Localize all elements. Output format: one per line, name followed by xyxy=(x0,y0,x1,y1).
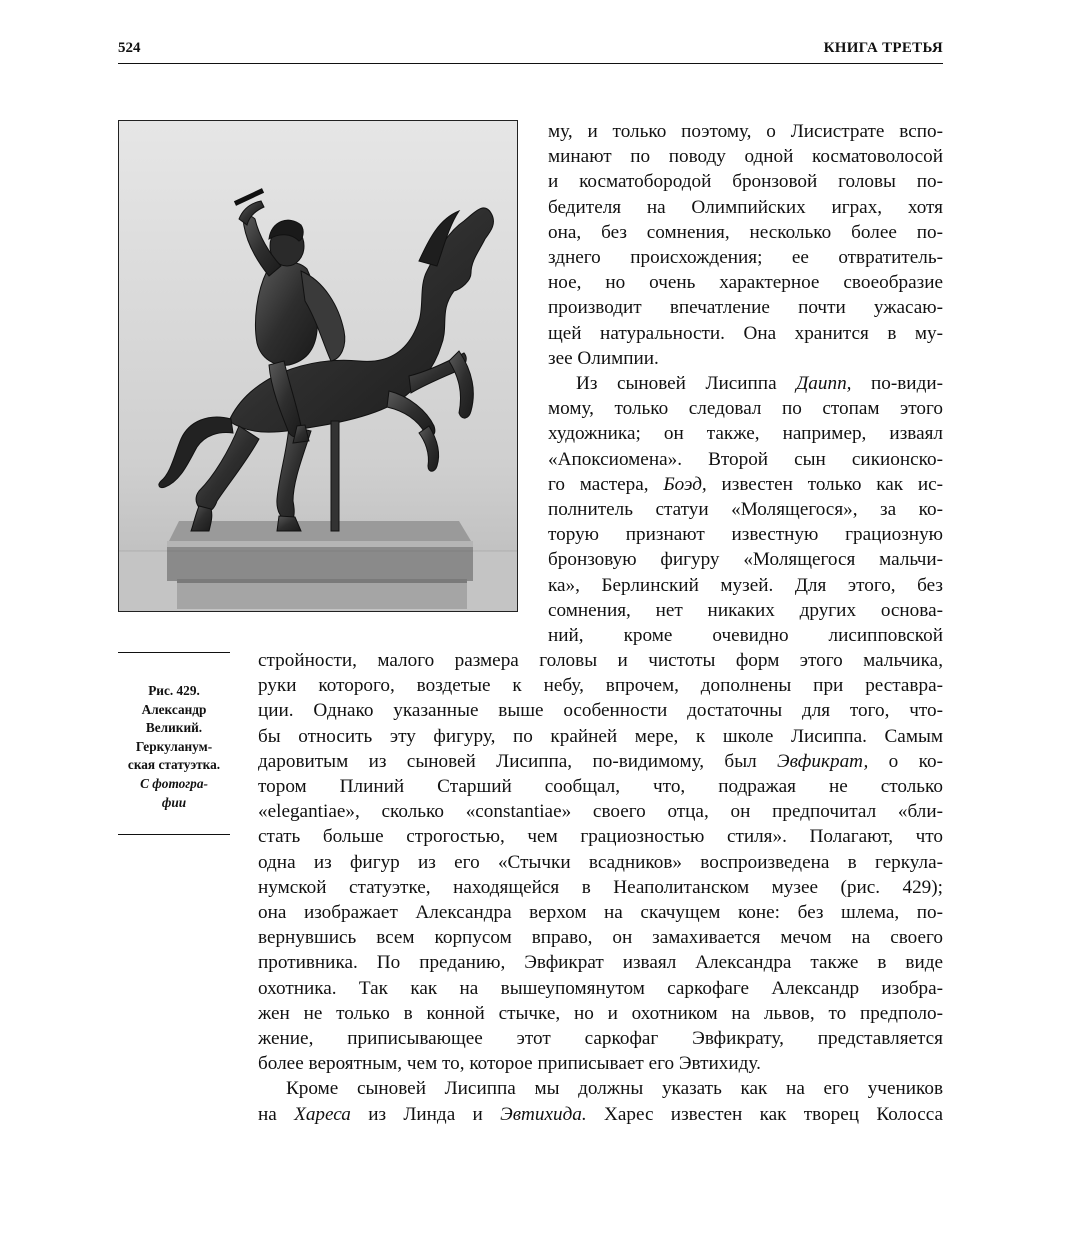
text-line: тором Плиний Старший сообщал, что, подражая не столько xyxy=(258,776,943,798)
name-evtihid: Эвтихида. xyxy=(500,1103,587,1125)
page-header xyxy=(118,36,943,66)
text-line: бы относить эту фигуру, по крайней мере, к школе Лисиппа. Самым xyxy=(258,725,943,747)
caption-line: Геркуланум- xyxy=(135,738,213,754)
text-line: «Апоксиомена». Второй сын сикионско- xyxy=(548,448,943,470)
text-line: производит впечатление почти ужасаю- xyxy=(548,297,943,319)
text-line: мому, только следовал по стопам этого xyxy=(548,398,943,420)
name-evfikrat: Эвфикрат, xyxy=(777,750,869,772)
text-line: Кроме сыновей Лисиппа мы должны указать как на его учеников xyxy=(286,1078,943,1100)
text-line: Из сыновей Лисиппа Даипп, по-види- xyxy=(576,373,943,395)
text-line: «elegantiae», сколько «constantiae» своего отца, он предпочитал «бли- xyxy=(258,801,943,823)
text-column-right xyxy=(548,119,943,648)
text-line: го мастера, Боэд, известен только как ис- xyxy=(548,473,943,495)
text-line: торую признают известную грациозную xyxy=(548,524,943,546)
name-boed: Боэд, xyxy=(663,473,707,495)
figure-caption xyxy=(118,682,230,812)
caption-source: С фотогра- xyxy=(140,775,208,791)
text-line: зднего происхождения; ее отвратитель- xyxy=(548,247,943,269)
text-line: стать больше строгостью, чем грациозностью стиля». Полагают, что xyxy=(258,826,943,848)
text-line: стройности, малого размера головы и чистоты форм этого мальчика, xyxy=(258,650,943,671)
text-line: ции. Однако указанные выше особенности достаточны для того, что- xyxy=(258,700,943,722)
caption-rule-bottom xyxy=(118,834,230,835)
page-number: 524 xyxy=(118,40,141,56)
caption-line: Великий. xyxy=(145,720,203,736)
text-line: она изображает Александра верхом на скачущем коне: без шлема, по- xyxy=(258,902,943,924)
text-line: более вероятным, чем то, которое приписывает его Эвтихиду. xyxy=(258,1053,761,1075)
text-line: нумской статуэтке, находящейся в Неаполитанском музее (рис. 429); xyxy=(258,876,943,898)
text-line: щей натуральности. Она хранится в му- xyxy=(548,322,943,344)
text-line: одна из фигур из его «Стычки всадников» воспроизведена в геркула- xyxy=(258,851,943,873)
text-line: бронзовую фигуру «Молящегося мальчи- xyxy=(548,549,943,571)
text-line: и косматобородой бронзовой головы по- xyxy=(548,171,943,193)
text-line: ное, но очень характерное своеобразие xyxy=(548,272,943,294)
caption-line: Александр xyxy=(141,701,207,717)
text-line: на Хареса из Линда и Эвтихида. Харес известен как творец Колосса xyxy=(258,1103,943,1125)
text-line: даровитым из сыновей Лисиппа, по-видимому, был Эвфикрат, о ко- xyxy=(258,750,943,772)
text-line: ний, кроме очевидно лисипповской xyxy=(548,625,943,647)
text-line: художника; он также, например, изваял xyxy=(548,423,943,445)
text-column-main xyxy=(258,648,943,1127)
caption-line: ская статуэтка. xyxy=(127,757,221,773)
header-rule xyxy=(118,63,943,64)
text-line: ка», Берлинский музей. Для этого, без xyxy=(548,574,943,596)
text-line: сомнения, нет никаких других основа- xyxy=(548,599,943,621)
caption-rule-top xyxy=(118,652,230,653)
statuette-base xyxy=(167,521,473,609)
text-line: полнитель статуи «Молящегося», за ко- xyxy=(548,499,943,521)
caption-figure-number: Рис. 429. xyxy=(148,683,200,698)
text-line: противника. По преданию, Эвфикрат изваял Александра также в виде xyxy=(258,952,943,974)
text-line: му, и только поэтому, о Лисистрате вспо- xyxy=(548,121,943,142)
text-line: жение, приписывающее этот саркофаг Эвфикрату, представляется xyxy=(258,1028,943,1050)
name-hares: Хареса xyxy=(294,1103,351,1125)
figure-photo xyxy=(118,120,518,612)
name-daipp: Даипп, xyxy=(796,373,852,395)
statuette-illustration xyxy=(119,121,518,612)
text-line: руки которого, воздетые к небу, впрочем, дополнены при реставра- xyxy=(258,675,943,697)
text-line: охотника. Так как на вышеупомянутом саркофаге Александр изобра- xyxy=(258,977,943,999)
text-line: она, без сомнения, несколько более по- xyxy=(548,221,943,243)
running-head: КНИГА ТРЕТЬЯ xyxy=(823,40,943,56)
text-line: вернувшись всем корпусом вправо, он замахивается мечом на своего xyxy=(258,927,943,949)
text-line: бедителя на Олимпийских играх, хотя xyxy=(548,196,943,218)
text-line: минают по поводу одной косматоволосой xyxy=(548,146,943,168)
text-line: зее Олимпии. xyxy=(548,347,659,369)
caption-source: фии xyxy=(161,794,187,810)
text-line: жен не только в конной стычке, но и охотником на львов, то предполо- xyxy=(258,1002,943,1024)
